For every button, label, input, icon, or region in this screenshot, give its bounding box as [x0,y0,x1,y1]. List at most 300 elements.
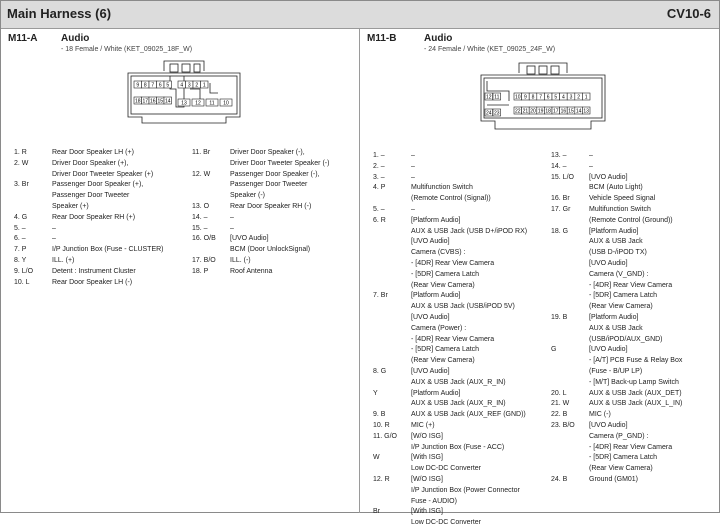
pin-description: Passenger Door Speaker (+), [52,181,144,189]
pin-description: [UVO Audio] [230,235,269,243]
pin-row [373,421,553,432]
pin-description: – [52,235,56,243]
pin-description: – [230,213,234,221]
pin-description: – [52,224,56,232]
pin-cavity [149,81,157,89]
svg-text:19: 19 [537,108,544,115]
pin-row [551,281,719,292]
pin-cavity [552,107,560,115]
pin-number: 8. G [373,367,387,375]
pin-description: Speaker (+) [52,202,89,210]
pin-row [373,367,553,378]
pin-row [192,256,357,267]
pin-description: – [411,162,415,170]
pin-number: 15. L/O [551,173,574,181]
pin-row [551,421,719,432]
pin-description: AUX & USB Jack [589,324,643,332]
pin-number: 2. W [14,159,29,167]
svg-text:4: 4 [180,82,184,89]
pin-description: ILL. (+) [52,256,75,264]
pin-row [551,216,719,227]
svg-text:4: 4 [562,94,565,101]
pin-description: – [411,205,415,213]
pin-cavity [514,93,522,101]
pin-description: - [A/T] PCB Fuse & Relay Box [589,357,683,365]
pin-description: Multifunction Switch [589,205,651,213]
pin-description: - [5DR] Camera Latch [589,292,658,300]
pin-description: Ground (GM01) [589,475,639,483]
pin-number: 3. – [373,173,385,181]
pin-row [551,443,719,454]
pin-description: - [4DR] Rear View Camera [411,259,495,267]
pin-description: MIC (+) [411,421,435,429]
pin-cavity [178,99,190,107]
pin-number: 1. R [14,149,27,156]
pin-number: 4. P [373,184,386,192]
pin-row [373,518,553,529]
pin-row [551,270,719,281]
pin-cavity [186,81,194,89]
pin-description: – [589,162,593,170]
connector-spec-m11b: - 24 Female / White (KET_09025_24F_W) [424,46,556,53]
pin-row [373,486,553,497]
pin-row [551,324,719,335]
svg-text:7: 7 [151,82,155,89]
svg-text:9: 9 [524,94,527,101]
pin-number: 4. G [14,213,28,221]
pin-cavity [567,107,575,115]
svg-text:5: 5 [554,94,558,101]
pin-description: [W/O ISG] [411,432,443,440]
svg-text:18: 18 [545,108,551,115]
pin-cavity [522,93,530,101]
svg-text:10: 10 [223,100,229,107]
svg-text:11: 11 [494,94,500,101]
pin-description: AUX & USB Jack (AUX_DET) [589,389,682,397]
svg-text:21: 21 [522,108,529,115]
pin-row [551,399,719,410]
svg-text:5: 5 [166,82,170,89]
pin-cavity [552,93,560,101]
pin-description: Vehicle Speed Signal [589,195,656,203]
pin-description: Camera (Power) : [411,324,467,332]
pin-row [373,507,553,518]
pin-row [373,194,553,205]
pin-description: - [4DR] Rear View Camera [589,281,673,289]
svg-text:17: 17 [553,108,559,115]
pin-description: (Rear View Camera) [411,357,475,365]
pin-description: (Remote Control (Signal)) [411,195,491,203]
pin-number: 22. B [551,411,568,419]
pin-description: [Platform Audio] [411,389,461,397]
pin-description: [UVO Audio] [589,346,628,354]
pin-row [373,497,553,508]
pin-row [192,267,357,278]
svg-text:15: 15 [157,98,164,105]
pin-description: [UVO Audio] [589,421,628,429]
pin-description: BCM (Door UnlockSignal) [230,246,311,254]
pin-row [373,151,553,162]
pin-description: Multifunction Switch [411,184,473,192]
pin-cavity [193,81,201,89]
pin-description: Driver Door Tweeter Speaker (-) [230,159,330,167]
pin-row [373,324,553,335]
pin-description: [Platform Audio] [589,227,639,235]
connector-code-m11b: M11-B [367,33,397,44]
pin-row [192,170,357,181]
svg-text:23: 23 [494,110,500,117]
pin-cavity [142,97,150,105]
pin-description: [With ISG] [411,508,443,516]
svg-text:18: 18 [134,98,141,105]
pin-row [373,399,553,410]
pin-row [551,356,719,367]
connector-face-m11a [126,59,242,125]
pin-description: – [589,152,593,159]
svg-text:6: 6 [546,94,550,101]
svg-text:1: 1 [202,82,206,89]
svg-text:14: 14 [164,98,171,105]
pin-cavity [164,97,172,105]
pin-cavity [201,81,209,89]
pin-number: 9. L/O [14,267,34,275]
pin-description: I/P Junction Box (Fuse - ACC) [411,443,505,451]
pin-description: – [411,152,415,159]
pin-cavity [157,97,165,105]
svg-text:20: 20 [530,108,536,115]
pin-cavity [575,93,583,101]
pin-description: (Rear View Camera) [589,465,653,473]
connector-name-m11b: Audio [424,33,453,44]
pin-cavity [485,93,493,101]
pin-number: 17. Gr [551,205,571,213]
pin-number: 7. Br [373,292,388,300]
page-title: Main Harness (6) [7,6,112,21]
svg-text:17: 17 [142,98,149,105]
svg-text:24: 24 [486,110,492,117]
pin-row [551,302,719,313]
pin-row [551,345,719,356]
pin-list-m11b-col2 [551,151,719,486]
pin-row [373,173,553,184]
pin-number: 12. W [192,170,211,178]
pin-description: Roof Antenna [230,267,273,275]
pin-cavity [178,81,186,89]
pin-row [551,410,719,421]
pin-row [14,234,194,245]
pin-row [551,475,719,486]
column-divider [359,29,360,513]
pin-description: MIC (-) [589,411,611,419]
pin-cavity [206,99,218,107]
pin-row [551,194,719,205]
pin-cavity [582,107,590,115]
pin-cavity [149,97,157,105]
pin-cavity [493,93,501,101]
pin-description: Low DC-DC Converter [411,465,482,473]
pin-number: 12. R [373,475,390,483]
pin-number: 13. O [192,202,210,210]
pin-description: Rear Door Speaker LH (-) [52,278,133,286]
pin-row [373,475,553,486]
pin-number: 14. – [551,162,567,170]
svg-text:12: 12 [486,94,492,101]
pin-number: 21. W [551,400,570,408]
pin-row [373,270,553,281]
pin-row [14,159,194,170]
pin-row [373,356,553,367]
pin-description: Rear Door Speaker RH (+) [52,213,136,221]
pin-list-m11b-col1 [373,151,553,529]
pin-row [192,148,357,159]
svg-text:15: 15 [568,108,574,115]
pin-row [192,159,357,170]
pin-number: Y [373,389,378,397]
pin-description: I/P Junction Box (Fuse - CLUSTER) [52,246,164,254]
pin-row [373,216,553,227]
pin-description: Fuse - AUDIO) [411,497,457,505]
pin-row [373,162,553,173]
pin-description: Camera (P_GND) : [589,432,649,440]
pin-description: [UVO Audio] [411,367,450,375]
svg-text:10: 10 [515,94,521,101]
pin-description: AUX & USB Jack [589,238,643,246]
pin-description: Passenger Door Speaker (-), [230,170,320,178]
pin-row [192,202,357,213]
pin-row [551,227,719,238]
pin-cavity [529,93,537,101]
pin-row [192,213,357,224]
svg-text:13: 13 [583,108,589,115]
pin-description: I/P Junction Box (Power Connector [411,486,520,494]
pin-description: [W/O ISG] [411,475,443,483]
pin-description: - [M/T] Back-up Lamp Switch [589,378,679,386]
pin-cavity [485,109,493,117]
pin-row [14,180,194,191]
pin-row [373,443,553,454]
pin-number: 2. – [373,162,385,170]
pin-description: [Platform Audio] [589,313,639,321]
pin-cavity [142,81,150,89]
connector-face-m11b [479,61,607,131]
pin-description: [UVO Audio] [589,259,628,267]
pin-row [551,389,719,400]
pin-cavity [544,93,552,101]
svg-text:22: 22 [515,108,521,115]
pin-description: - [5DR] Camera Latch [411,270,480,278]
pin-row [192,234,357,245]
pin-description: (Rear View Camera) [589,303,653,311]
svg-text:8: 8 [143,82,147,89]
pin-description: (Rear View Camera) [411,281,475,289]
pin-number: 17. B/O [192,256,216,264]
connector-name-m11a: Audio [61,33,90,44]
pin-description: Driver Door Speaker (-), [230,149,305,156]
pin-cavity [567,93,575,101]
pin-description: [UVO Audio] [411,238,450,246]
pin-number: 19. B [551,313,568,321]
pin-row [14,213,194,224]
pin-list-m11a-col2 [192,148,357,278]
svg-text:2: 2 [195,82,199,89]
pin-description: Rear Door Speaker LH (+) [52,149,134,156]
pin-cavity [164,81,172,89]
pin-cavity [529,107,537,115]
pin-row [373,389,553,400]
pin-row [14,191,194,202]
pin-description: [UVO Audio] [589,173,628,181]
pin-description: Speaker (-) [230,192,266,200]
pin-description: AUX & USB Jack (AUX_REF (GND)) [411,411,526,419]
pin-row [14,148,194,159]
pin-cavity [582,93,590,101]
pin-description: [UVO Audio] [411,313,450,321]
pin-number: 5. – [14,224,26,232]
pin-row [551,259,719,270]
pin-number: 18. G [551,227,569,235]
pin-row [551,291,719,302]
pin-description: BCM (Auto Light) [589,184,643,192]
pin-row [551,367,719,378]
pin-row [14,202,194,213]
pin-description: Passenger Door Tweeter [230,181,308,189]
pin-row [551,248,719,259]
pin-number: W [373,454,380,462]
pin-row [373,281,553,292]
pin-description: [Platform Audio] [411,216,461,224]
title-bar [1,1,719,29]
pin-description: – [230,224,234,232]
pin-number: 15. – [192,224,208,232]
pin-number: 13. – [551,152,567,159]
svg-text:6: 6 [158,82,162,89]
pin-description: AUX & USB Jack (AUX_R_IN) [411,378,506,386]
pin-row [14,267,194,278]
pin-description: Driver Door Tweeter Speaker (+) [52,170,154,178]
pin-row [373,378,553,389]
pin-description: ILL. (-) [230,256,251,264]
pin-description: AUX & USB Jack (AUX_R_IN) [411,400,506,408]
pin-row [551,237,719,248]
svg-text:13: 13 [181,100,187,107]
pin-description: (USB D-/iPOD TX) [589,249,647,257]
pin-row [14,224,194,235]
pin-row [373,313,553,324]
pin-cavity [192,99,204,107]
pin-row [14,256,194,267]
pin-cavity [537,107,545,115]
pin-number: 24. B [551,475,568,483]
pin-description: – [411,173,415,181]
svg-text:9: 9 [136,82,140,89]
pin-number: 9. B [373,411,386,419]
pin-cavity [537,93,545,101]
pin-number: G [551,346,557,354]
pin-row [551,313,719,324]
pin-cavity [220,99,232,107]
pin-row [373,345,553,356]
svg-text:11: 11 [209,100,215,107]
pin-row [373,205,553,216]
pin-list-m11a-col1 [14,148,194,288]
svg-text:1: 1 [584,94,588,101]
pin-row [373,453,553,464]
svg-text:3: 3 [569,94,573,101]
pin-description: (Remote Control (Ground)) [589,216,673,224]
pin-number: 16. Br [551,195,570,203]
pin-description: Detent : Instrument Cluster [52,267,136,275]
pin-cavity [560,107,568,115]
pin-number: Br [373,508,380,516]
pin-cavity [493,109,501,117]
pin-row [373,227,553,238]
pin-row [551,432,719,443]
pin-description: - [5DR] Camera Latch [589,454,658,462]
pin-number: 20. L [551,389,567,397]
pin-row [373,302,553,313]
pin-number: 1. – [373,152,385,159]
pin-number: 16. O/B [192,235,216,243]
pin-cavity [560,93,568,101]
pin-cavity [134,97,142,105]
svg-text:7: 7 [539,94,542,101]
pin-description: - [4DR] Rear View Camera [411,335,495,343]
pin-row [551,378,719,389]
pin-cavity [575,107,583,115]
pin-description: AUX & USB Jack (USB D+/iPOD RX) [411,227,528,235]
pin-description: - [4DR] Rear View Camera [589,443,673,451]
pin-row [551,183,719,194]
connector-spec-m11a: - 18 Female / White (KET_09025_18F_W) [61,46,193,53]
pin-cavity [157,81,165,89]
pin-row [373,410,553,421]
svg-text:8: 8 [531,94,535,101]
pin-row [373,237,553,248]
svg-text:16: 16 [149,98,156,105]
pin-cavity [134,81,142,89]
svg-text:14: 14 [575,108,582,115]
pin-description: AUX & USB Jack (USB/iPOD 5V) [411,303,515,311]
pin-row [373,335,553,346]
pin-row [373,464,553,475]
pin-description: Low DC-DC Converter [411,519,482,527]
pin-number: 14. – [192,213,208,221]
page-code: CV10-6 [666,6,711,21]
pin-description: [Platform Audio] [411,292,461,300]
pin-number: 8. Y [14,256,27,264]
pin-row [192,191,357,202]
pin-row [551,205,719,216]
pin-row [373,248,553,259]
pin-row [551,453,719,464]
pin-number: 11. G/O [373,432,397,440]
pin-description: (USB/iPOD/AUX_GND) [589,335,663,343]
pin-description: - [5DR] Camera Latch [411,346,480,354]
pin-description: Camera (V_GND) : [589,270,649,278]
pin-row [373,183,553,194]
svg-text:2: 2 [577,94,580,101]
pin-description: Rear Door Speaker RH (-) [230,202,312,210]
pin-number: 6. – [14,235,26,243]
svg-text:12: 12 [195,100,201,107]
pin-number: 6. R [373,216,386,224]
pin-row [373,291,553,302]
pin-row [551,464,719,475]
pin-cavity [514,107,522,115]
svg-text:3: 3 [187,82,191,89]
pin-description: Camera (CVBS) : [411,249,466,257]
pin-description: (Fuse - B/UP LP) [589,367,643,375]
